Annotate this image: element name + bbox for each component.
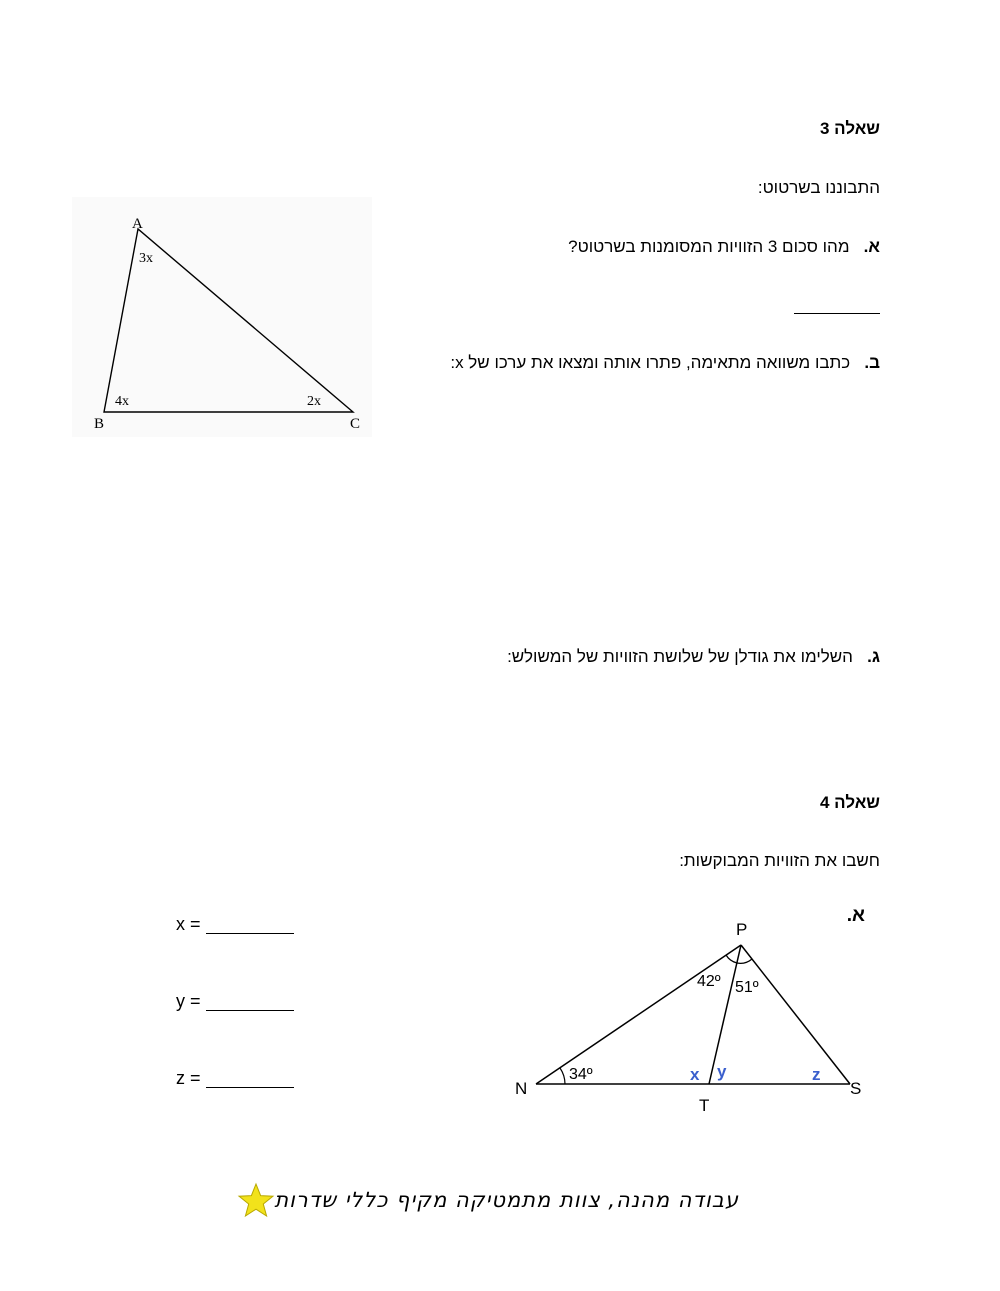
vertex-n-label: N <box>515 1079 528 1098</box>
answer-x-row <box>176 914 201 935</box>
angle-b-label: 4x <box>115 394 129 409</box>
star-icon <box>237 1182 275 1220</box>
answer-y-label: y = <box>176 991 201 1011</box>
var-y-label: y <box>717 1062 727 1081</box>
q3-part-b <box>450 353 880 373</box>
q3-triangle-figure <box>70 195 380 445</box>
vertex-s-label: S <box>850 1079 862 1098</box>
answer-z-label: z = <box>176 1068 201 1088</box>
footer <box>237 1182 757 1222</box>
q4-title: שאלה 4 <box>819 793 880 812</box>
vertex-c-label: C <box>350 416 361 432</box>
answer-x-line[interactable] <box>206 933 294 934</box>
q3-c-text: השלימו את גודלן של שלושת הזוויות של המשולש: <box>507 647 853 666</box>
q3-c-letter: ג. <box>867 647 880 666</box>
var-x-label: x <box>690 1065 700 1084</box>
q4-a-letter: א. <box>846 905 865 926</box>
q3-intro: התבוננו בשרטוט: <box>757 178 880 197</box>
angle-a-label: 3x <box>139 251 153 266</box>
var-z-label: z <box>812 1065 821 1084</box>
q4-intro: חשבו את הזוויות המבוקשות: <box>679 851 880 870</box>
q4-triangle-figure <box>505 912 880 1122</box>
angle-n-label: 34º <box>569 1066 593 1083</box>
angle-p-left-label: 42º <box>697 973 721 990</box>
q3-b-text: כתבו משוואה מתאימה, פתרו אותה ומצאו את ערכו של x: <box>450 353 851 372</box>
q3-a-letter: א. <box>863 237 880 256</box>
footer-text: עבודה מהנה, צוות מתמטיקה מקיף כללי שדרות <box>274 1188 739 1212</box>
vertex-t-label: T <box>699 1096 710 1115</box>
q3-part-a <box>568 237 880 257</box>
angle-p-right-arc <box>737 959 752 963</box>
angle-c-label: 2x <box>307 394 321 409</box>
angle-p-left-arc <box>726 955 737 963</box>
answer-y-line[interactable] <box>206 1010 294 1011</box>
q3-b-letter: ב. <box>864 353 880 372</box>
q3-a-answer-line[interactable] <box>794 313 880 314</box>
segment-ps <box>741 945 850 1084</box>
segment-np <box>536 945 741 1084</box>
answer-z-line[interactable] <box>206 1087 294 1088</box>
answer-z-row <box>176 1068 201 1089</box>
vertex-a-label: A <box>132 216 143 232</box>
vertex-b-label: B <box>94 416 105 432</box>
q3-title: שאלה 3 <box>819 119 880 138</box>
angle-p-right-label: 51º <box>735 979 759 996</box>
answer-x-label: x = <box>176 914 201 934</box>
q3-a-text: מהו סכום 3 הזוויות המסומנות בשרטוט? <box>568 237 850 256</box>
q3-part-c <box>507 647 880 667</box>
angle-n-arc <box>560 1068 565 1084</box>
answer-y-row <box>176 991 201 1012</box>
vertex-p-label: P <box>736 920 748 939</box>
